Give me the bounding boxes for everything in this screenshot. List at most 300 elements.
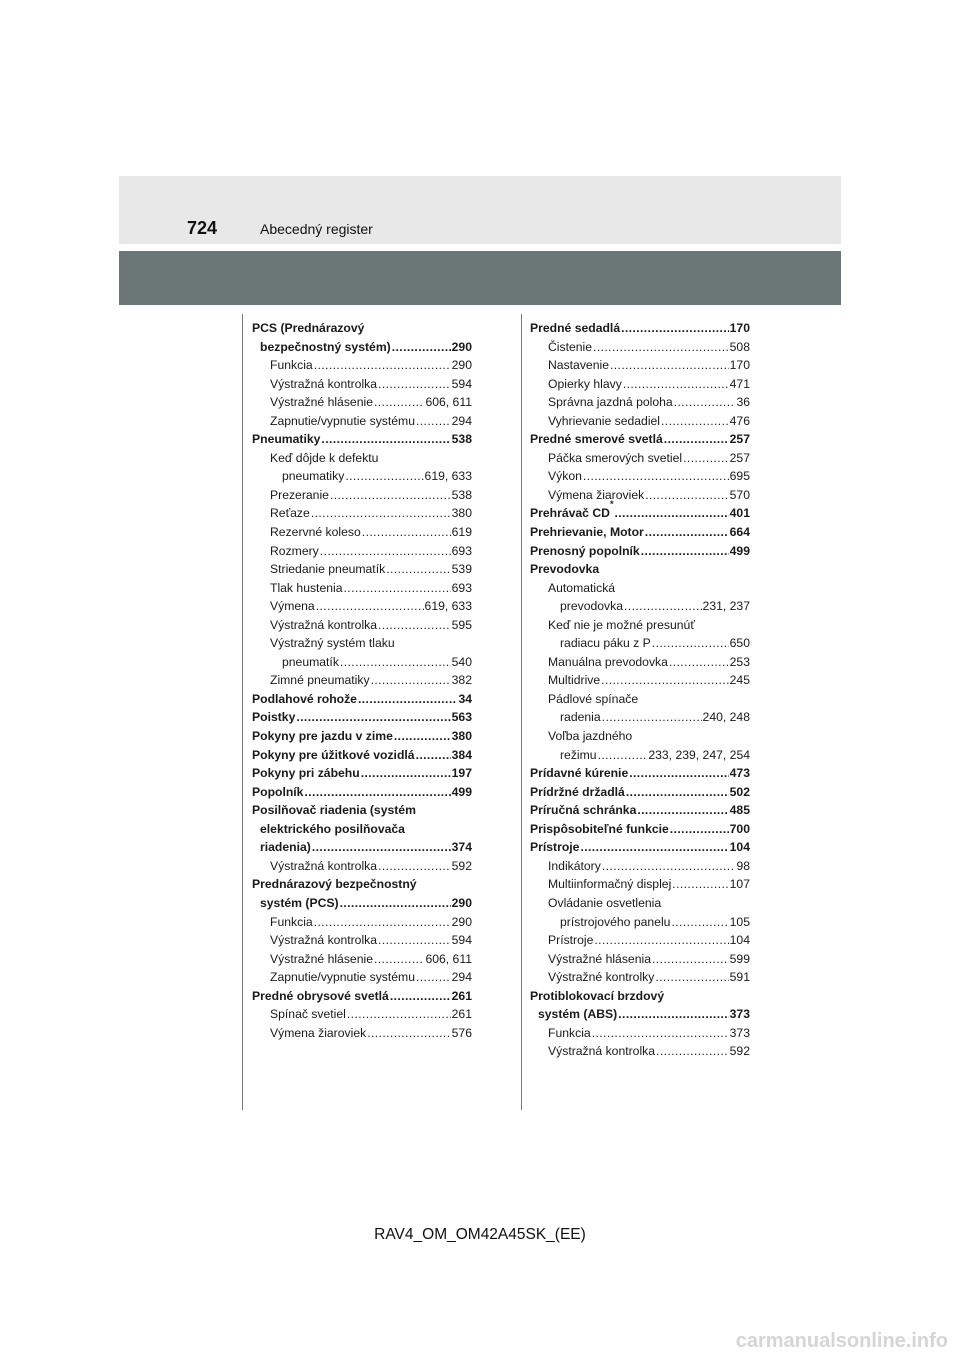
dot-leader — [312, 838, 451, 857]
index-term: Prístroje — [548, 933, 594, 948]
page-reference: 471 — [729, 376, 750, 391]
dot-leader — [406, 820, 471, 839]
index-entry — [530, 875, 750, 894]
index-term: Posilňovač riadenia (systém — [252, 803, 416, 818]
index-entry — [252, 764, 472, 783]
index-term: Výstražná kontrolka — [270, 617, 378, 632]
index-entry — [252, 634, 472, 653]
page-reference: 606, 611 — [425, 395, 472, 410]
index-entry — [530, 375, 750, 394]
dot-leader — [361, 764, 451, 783]
dot-leader — [600, 560, 749, 579]
index-entry — [252, 597, 472, 616]
page-reference: 619, 633 — [424, 599, 472, 614]
page-reference: 245 — [729, 673, 750, 688]
page-reference: 538 — [451, 432, 472, 447]
page-reference: 664 — [729, 525, 750, 540]
index-term: Príručná schránka — [530, 803, 637, 818]
dot-leader — [624, 597, 702, 616]
index-entry — [530, 467, 750, 486]
dot-leader — [392, 338, 451, 357]
dot-leader — [358, 690, 457, 709]
dot-leader — [304, 783, 450, 802]
index-entry — [252, 746, 472, 765]
dot-leader — [340, 894, 451, 913]
page-reference: 380 — [451, 506, 472, 521]
index-term: Prístroje — [530, 840, 580, 855]
index-term: Striedanie pneumatík — [270, 562, 386, 577]
page-reference: 373 — [729, 1025, 750, 1040]
dot-leader — [665, 987, 749, 1006]
index-entry — [252, 1024, 472, 1043]
index-term: systém (PCS) — [260, 895, 339, 910]
page-reference: 695 — [729, 469, 750, 484]
index-entry — [252, 820, 472, 839]
index-term: Poistky — [252, 710, 296, 725]
index-term: Automatická — [548, 580, 616, 595]
dot-leader — [621, 319, 729, 338]
page-reference: 257 — [729, 432, 750, 447]
index-term: Reťaze — [270, 506, 310, 521]
index-term: Manuálna prevodovka — [548, 654, 668, 669]
dot-leader — [378, 375, 451, 394]
dot-leader — [683, 449, 729, 468]
index-term: Výstražný systém tlaku — [270, 636, 395, 651]
page-reference: 693 — [451, 580, 472, 595]
index-term: bezpečnostný systém) — [260, 339, 391, 354]
page-reference: 538 — [451, 487, 472, 502]
index-entry — [530, 857, 750, 876]
index-term: Voľba jazdného — [548, 729, 633, 744]
page-reference: 563 — [451, 710, 472, 725]
dot-leader — [594, 931, 728, 950]
index-term: Pádlové spínače — [548, 691, 639, 706]
index-entry — [530, 634, 750, 653]
dot-leader — [367, 1024, 450, 1043]
index-term: Pneumatiky — [252, 432, 321, 447]
page-reference: 382 — [451, 673, 472, 688]
section-title: Abecedný register — [260, 221, 373, 237]
index-term: Výkon — [548, 469, 582, 484]
index-term: radenia — [560, 710, 601, 725]
index-entry — [252, 375, 472, 394]
dot-leader — [394, 727, 451, 746]
page-reference: 502 — [729, 784, 750, 799]
dot-leader — [296, 708, 450, 727]
dot-leader — [652, 634, 729, 653]
index-entry — [252, 857, 472, 876]
index-entry — [252, 950, 472, 969]
index-entry — [252, 690, 472, 709]
page-reference: 499 — [451, 784, 472, 799]
page-reference: 476 — [729, 413, 750, 428]
index-term: Rozmery — [270, 543, 319, 558]
index-entry — [530, 801, 750, 820]
index-term: Výstražné hlásenie — [270, 395, 373, 410]
index-entry — [530, 894, 750, 913]
index-term: riadenia) — [260, 840, 311, 855]
index-entry — [530, 486, 750, 505]
dot-leader — [378, 931, 451, 950]
page-reference: 107 — [729, 877, 750, 892]
index-column-right — [530, 319, 750, 1061]
dot-leader — [416, 746, 451, 765]
index-term: radiacu páku z P — [560, 636, 651, 651]
index-entry — [252, 931, 472, 950]
index-term: Prevodovka — [530, 562, 600, 577]
index-entry — [530, 838, 750, 857]
dot-leader — [311, 504, 451, 523]
index-entry — [252, 894, 472, 913]
dot-leader — [696, 616, 749, 635]
dot-leader — [321, 430, 450, 449]
page-reference: 380 — [451, 729, 472, 744]
index-entry — [252, 801, 472, 820]
index-entry — [530, 727, 750, 746]
dot-leader — [374, 393, 424, 412]
index-entry — [252, 653, 472, 672]
index-entry — [252, 968, 472, 987]
page-reference: 592 — [729, 1044, 750, 1059]
page-reference: 261 — [451, 988, 472, 1003]
index-entry — [530, 708, 750, 727]
page-reference: 290 — [451, 895, 472, 910]
column-divider-left — [242, 314, 243, 1110]
page-reference: 473 — [729, 766, 750, 781]
index-entry — [530, 523, 750, 542]
index-term: Vyhrievanie sedadiel — [548, 413, 661, 428]
dot-leader — [669, 653, 729, 672]
page-reference: 233, 239, 247, 254 — [648, 747, 750, 762]
index-term: Funkcia — [270, 914, 313, 929]
index-term: režimu — [560, 747, 597, 762]
index-entry — [252, 1005, 472, 1024]
index-term: Keď nie je možné presunúť — [548, 617, 695, 632]
page-reference: 257 — [729, 450, 750, 465]
page-reference: 105 — [729, 914, 750, 929]
page-reference: 373 — [729, 1007, 750, 1022]
index-entry — [530, 690, 750, 709]
index-term: Výstražné hlásenie — [270, 951, 373, 966]
dot-leader — [671, 913, 728, 932]
page-reference: 700 — [729, 821, 750, 836]
page-number: 724 — [187, 218, 218, 238]
dot-leader — [374, 950, 424, 969]
index-term: systém (ABS) — [538, 1007, 618, 1022]
page-reference: 499 — [729, 543, 750, 558]
index-entry — [252, 560, 472, 579]
index-term: Predné sedadlá — [530, 321, 621, 335]
dot-leader — [386, 560, 450, 579]
page-reference: 294 — [451, 970, 472, 985]
index-term: prevodovka — [560, 599, 624, 614]
index-term: Podlahové rohože — [252, 691, 357, 706]
index-entry — [252, 412, 472, 431]
dot-leader — [629, 764, 728, 783]
page-reference: 290 — [451, 914, 472, 929]
dot-leader — [580, 838, 728, 857]
dot-leader — [592, 1024, 729, 1043]
index-entry — [530, 356, 750, 375]
index-entry — [252, 987, 472, 1006]
page-reference: 594 — [451, 933, 472, 948]
dot-leader — [416, 412, 451, 431]
dot-leader — [674, 393, 736, 412]
page-reference: 619, 633 — [424, 469, 472, 484]
dot-leader — [314, 913, 451, 932]
index-term: Prídržné držadlá — [530, 784, 625, 799]
index-term: Spínač svetiel — [270, 1007, 346, 1022]
page-reference: 508 — [729, 339, 750, 354]
index-entry — [530, 499, 750, 523]
dot-leader — [639, 690, 749, 709]
index-entry — [252, 616, 472, 635]
index-term: elektrického posilňovača — [260, 821, 405, 836]
index-entry — [530, 671, 750, 690]
page-reference: 261 — [451, 1007, 472, 1022]
page-reference: 576 — [451, 1025, 472, 1040]
footnote-mark: * — [609, 499, 614, 510]
index-entry — [252, 486, 472, 505]
index-entry — [530, 913, 750, 932]
index-term: Funkcia — [548, 1025, 591, 1040]
dot-leader — [610, 356, 729, 375]
index-entry — [530, 987, 750, 1006]
index-entry — [252, 523, 472, 542]
index-term: Multidrive — [548, 673, 601, 688]
index-entry — [530, 820, 750, 839]
header-band — [119, 176, 841, 244]
index-entry — [252, 875, 472, 894]
page-reference: 170 — [729, 321, 750, 335]
page-reference: 606, 611 — [425, 951, 472, 966]
index-term: Pokyny pre úžitkové vozidlá — [252, 747, 415, 762]
index-entry — [252, 393, 472, 412]
index-entry — [530, 653, 750, 672]
page-reference: 592 — [451, 858, 472, 873]
index-entry — [530, 764, 750, 783]
index-term: Predné smerové svetlá — [530, 432, 663, 447]
dot-leader — [637, 801, 728, 820]
index-entry — [252, 338, 472, 357]
dot-leader — [614, 504, 728, 523]
index-entry — [530, 783, 750, 802]
index-term: Prenosný popolník — [530, 543, 640, 558]
page-reference: 650 — [729, 636, 750, 651]
index-entry — [252, 449, 472, 468]
dot-leader — [656, 1042, 729, 1061]
index-term: Popolník — [252, 784, 304, 799]
dot-leader — [633, 727, 749, 746]
index-term: Zimné pneumatiky — [270, 673, 370, 688]
dot-leader — [379, 449, 471, 468]
index-term: Pokyny pri zábehu — [252, 766, 360, 781]
dot-leader — [378, 616, 451, 635]
watermark: carmanualsonline.info — [735, 1330, 948, 1352]
index-term: Výmena žiaroviek — [270, 1025, 367, 1040]
index-term: Výstražná kontrolka — [270, 376, 378, 391]
index-term: Prehrievanie, Motor — [530, 525, 644, 540]
dot-leader — [664, 430, 729, 449]
index-entry — [252, 467, 472, 486]
page-reference: 693 — [451, 543, 472, 558]
index-term: Prídavné kúrenie — [530, 766, 629, 781]
index-entry — [252, 838, 472, 857]
index-column-left — [252, 319, 472, 1042]
index-entry — [530, 1005, 750, 1024]
dot-leader — [330, 486, 451, 505]
index-entry — [530, 430, 750, 449]
dot-leader — [345, 467, 423, 486]
page-reference: 36 — [736, 395, 750, 410]
index-term: Výmena žiaroviek — [548, 487, 645, 502]
dot-leader — [418, 875, 471, 894]
column-divider-middle — [521, 314, 522, 1110]
index-term: prístrojového panelu — [560, 914, 671, 929]
page-reference: 384 — [451, 747, 472, 762]
index-term: pneumatík — [282, 654, 339, 669]
dot-leader — [378, 857, 451, 876]
index-term: Pokyny pre jazdu v zime — [252, 729, 393, 744]
page-reference: 170 — [729, 358, 750, 373]
index-term: Funkcia — [270, 358, 313, 373]
dot-leader — [645, 486, 728, 505]
index-entry — [530, 579, 750, 598]
index-entry — [530, 616, 750, 635]
index-term: Páčka smerových svetiel — [548, 450, 683, 465]
dot-leader — [416, 968, 451, 987]
index-term: Výstražná kontrolka — [270, 858, 378, 873]
index-term: pneumatiky — [282, 469, 345, 484]
dot-leader — [593, 338, 729, 357]
page-reference: 539 — [451, 562, 472, 577]
dot-leader — [672, 875, 728, 894]
index-entry — [252, 542, 472, 561]
dot-leader — [417, 801, 471, 820]
index-term: Výmena — [270, 599, 315, 614]
page-reference: 240, 248 — [702, 710, 750, 725]
dot-leader — [362, 523, 451, 542]
index-term: Predné obrysové svetlá — [252, 988, 389, 1003]
index-entry — [530, 449, 750, 468]
index-entry — [530, 597, 750, 616]
dot-leader — [655, 968, 728, 987]
index-term: Prezeranie — [270, 487, 329, 502]
index-term: Zapnutie/vypnutie systému — [270, 970, 415, 985]
page-reference: 104 — [729, 840, 750, 855]
page-reference: 595 — [451, 617, 472, 632]
page-reference: 374 — [451, 840, 472, 855]
index-term: Výstražná kontrolka — [270, 933, 378, 948]
index-term: Rezervné koleso — [270, 525, 361, 540]
page-reference: 619 — [451, 525, 472, 540]
dot-leader — [623, 375, 729, 394]
index-term: Keď dôjde k defektu — [270, 450, 379, 465]
dot-leader — [652, 950, 729, 969]
dot-leader — [641, 542, 729, 561]
dot-leader — [616, 579, 749, 598]
index-entry — [530, 319, 750, 338]
dot-leader — [347, 1005, 451, 1024]
index-term: Čistenie — [548, 339, 593, 354]
index-entry — [252, 913, 472, 932]
index-entry — [530, 560, 750, 579]
dot-leader — [371, 671, 451, 690]
page-reference: 197 — [451, 766, 472, 781]
page-reference: 591 — [729, 970, 750, 985]
index-entry — [252, 671, 472, 690]
index-term: Indikátory — [548, 858, 601, 873]
page-reference: 290 — [451, 358, 472, 373]
index-entry — [530, 393, 750, 412]
index-term: PCS (Prednárazový — [252, 321, 365, 335]
index-entry — [530, 412, 750, 431]
index-entry — [252, 319, 472, 338]
index-entry — [530, 1042, 750, 1061]
index-term: Prehrávač CD — [530, 506, 610, 521]
dot-leader — [662, 894, 749, 913]
dot-leader — [618, 1005, 728, 1024]
page-reference: 290 — [451, 339, 472, 354]
index-term: Nastavenie — [548, 358, 609, 373]
page-reference: 570 — [729, 487, 750, 502]
dot-leader — [396, 634, 471, 653]
index-entry — [252, 504, 472, 523]
index-term: Protiblokovací brzdový — [530, 988, 665, 1003]
page-reference: 540 — [451, 654, 472, 669]
index-entry — [530, 746, 750, 765]
dot-leader — [645, 523, 729, 542]
index-entry — [252, 356, 472, 375]
index-entry — [530, 968, 750, 987]
index-entry — [252, 783, 472, 802]
dot-leader — [670, 820, 729, 839]
index-term: Zapnutie/vypnutie systému — [270, 413, 415, 428]
dot-leader — [602, 708, 702, 727]
document-code: RAV4_OM_OM42A45SK_(EE) — [374, 1226, 586, 1243]
index-term: Správna jazdná poloha — [548, 395, 673, 410]
dot-leader — [365, 319, 471, 338]
index-term: Prednárazový bezpečnostný — [252, 877, 417, 892]
page-reference: 401 — [729, 506, 750, 521]
index-term: Multiinformačný displej — [548, 877, 672, 892]
dot-leader — [583, 467, 729, 486]
dot-leader — [314, 356, 451, 375]
page-reference: 485 — [729, 803, 750, 818]
page-reference: 253 — [729, 654, 750, 669]
page-reference: 294 — [451, 413, 472, 428]
page-reference: 98 — [736, 858, 750, 873]
index-entry — [252, 430, 472, 449]
index-entry — [530, 542, 750, 561]
index-entry — [252, 727, 472, 746]
page-reference: 231, 237 — [702, 599, 750, 614]
dot-leader — [626, 783, 729, 802]
index-entry — [530, 931, 750, 950]
page-reference: 599 — [729, 951, 750, 966]
dot-leader — [340, 653, 451, 672]
index-term: Výstražná kontrolka — [548, 1044, 656, 1059]
index-term: Prispôsobiteľné funkcie — [530, 821, 669, 836]
section-band — [119, 251, 841, 305]
index-term: Výstražné hlásenia — [548, 951, 651, 966]
dot-leader — [344, 579, 451, 598]
index-entry — [530, 950, 750, 969]
page-reference: 104 — [729, 933, 750, 948]
page-reference: 594 — [451, 376, 472, 391]
dot-leader — [601, 671, 729, 690]
index-term: Výstražné kontrolky — [548, 970, 655, 985]
